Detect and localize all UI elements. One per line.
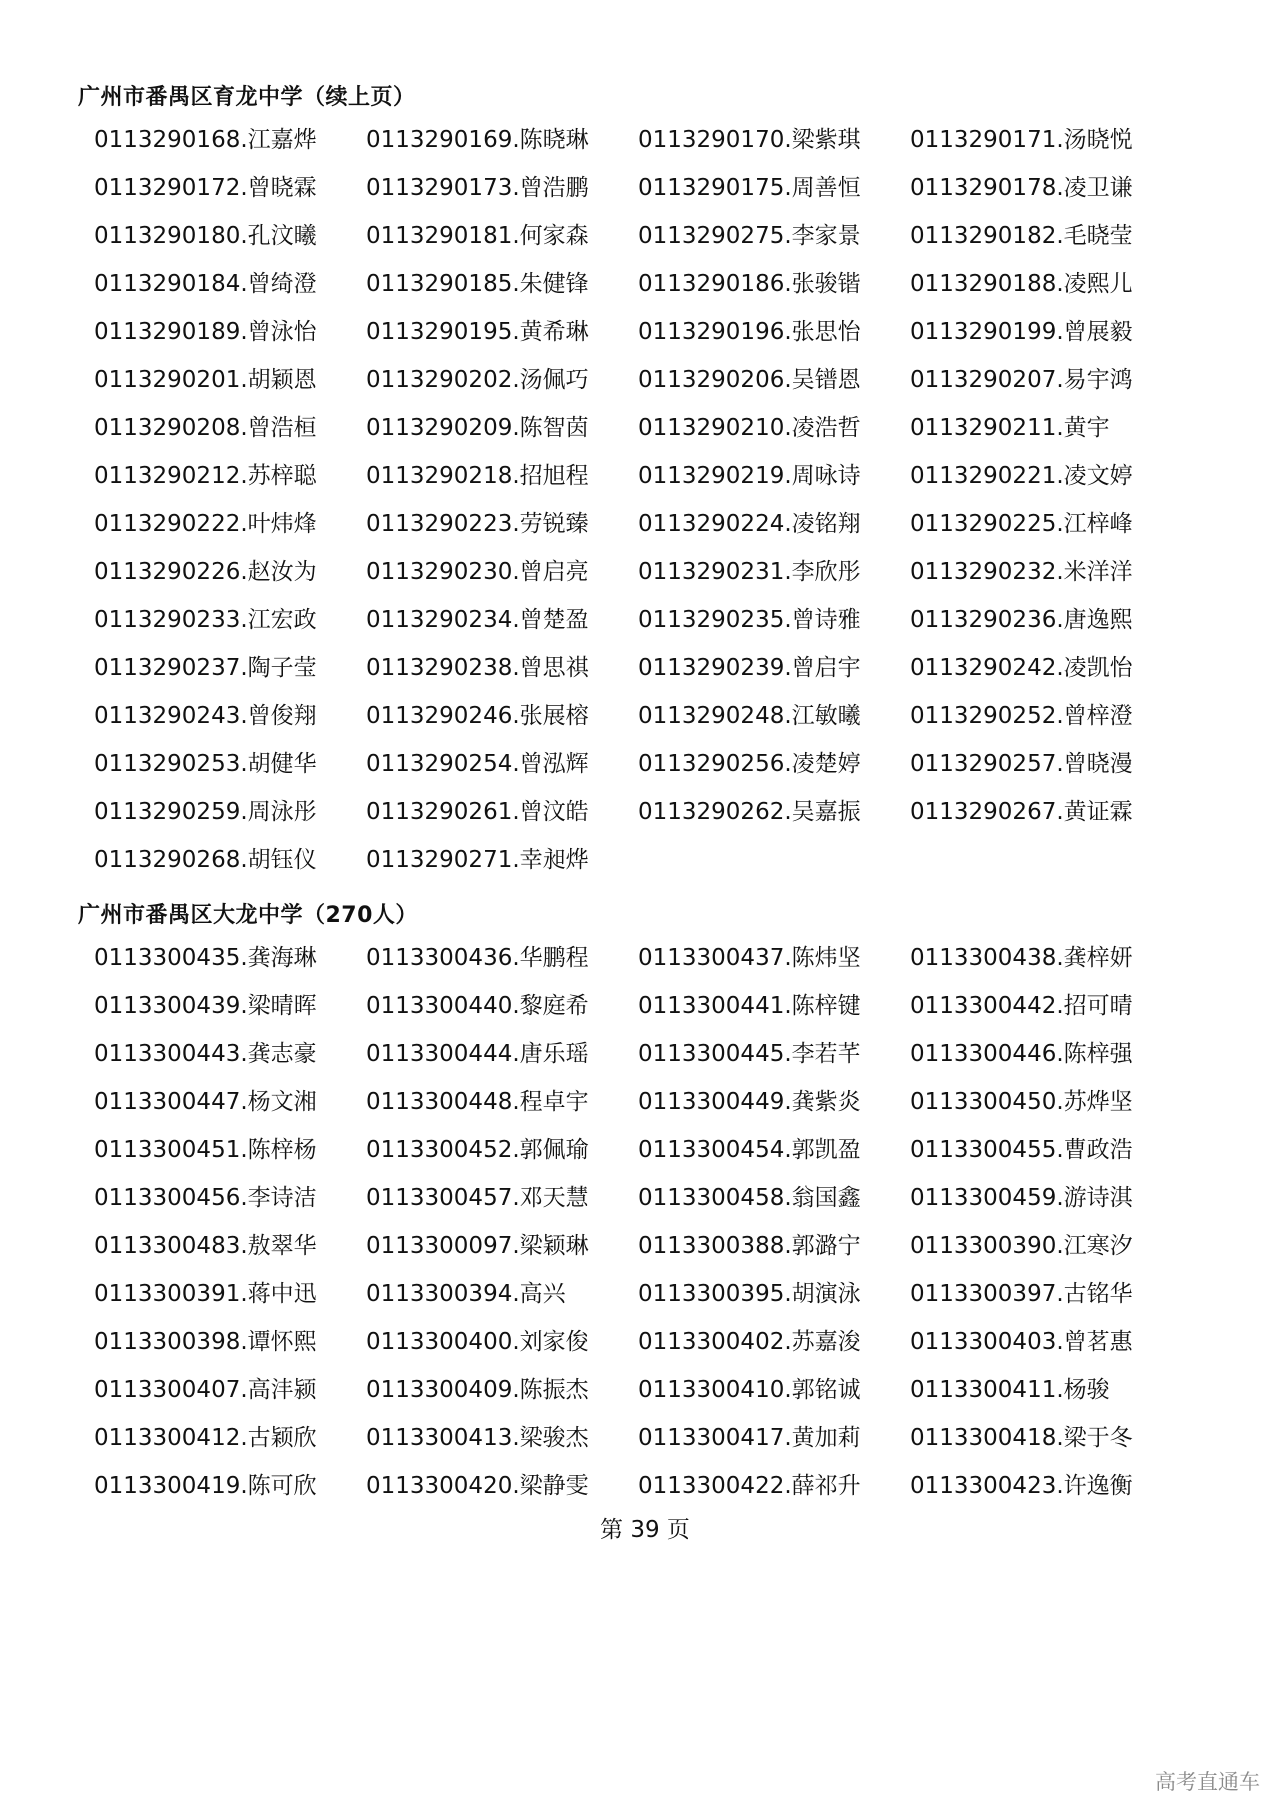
student-entry: 0113290169.陈晓琳 [366, 127, 589, 153]
student-entry: 0113300097.梁颖琳 [366, 1233, 589, 1259]
student-entry: 0113300447.杨文湘 [94, 1089, 317, 1115]
student-entry: 0113290226.赵汝为 [94, 559, 317, 585]
student-entry: 0113300445.李若芊 [638, 1041, 861, 1067]
student-entry: 0113290271.幸昶烨 [366, 847, 589, 873]
student-entry: 0113290188.凌熙儿 [910, 271, 1133, 297]
student-entry: 0113290233.江宏政 [94, 607, 317, 633]
student-entry: 0113300423.许逸衡 [910, 1473, 1133, 1499]
student-entry: 0113300439.梁晴晖 [94, 993, 317, 1019]
student-entry: 0113290261.曾汶皓 [366, 799, 589, 825]
student-entry: 0113300452.郭佩瑜 [366, 1137, 589, 1163]
student-entry: 0113300446.陈梓强 [910, 1041, 1133, 1067]
student-entry: 0113300459.游诗淇 [910, 1185, 1133, 1211]
student-entry: 0113290267.黄证霖 [910, 799, 1133, 825]
student-entry: 0113300443.龚志豪 [94, 1041, 317, 1067]
student-entry: 0113300411.杨骏 [910, 1377, 1110, 1403]
student-entry: 0113290171.汤晓悦 [910, 127, 1133, 153]
student-entry: 0113300409.陈振杰 [366, 1377, 589, 1403]
student-entry: 0113290252.曾梓澄 [910, 703, 1133, 729]
student-entry: 0113290221.凌文婷 [910, 463, 1133, 489]
school-section-yulong [78, 80, 1198, 884]
student-entry: 0113300449.龚紫炎 [638, 1089, 861, 1115]
student-entry: 0113290230.曾启亮 [366, 559, 589, 585]
student-entry: 0113300420.梁静雯 [366, 1473, 589, 1499]
student-entry: 0113300435.龚海琳 [94, 945, 317, 971]
student-entry: 0113290257.曾晓漫 [910, 751, 1133, 777]
student-entry: 0113290210.凌浩哲 [638, 415, 861, 441]
student-entry: 0113290275.李家景 [638, 223, 861, 249]
student-entry: 0113300397.古铭华 [910, 1281, 1133, 1307]
student-entry: 0113300444.唐乐瑶 [366, 1041, 589, 1067]
student-entry: 0113290253.胡健华 [94, 751, 317, 777]
student-entry: 0113300388.郭潞宁 [638, 1233, 861, 1259]
student-entry: 0113300440.黎庭希 [366, 993, 589, 1019]
student-entry: 0113300483.敖翠华 [94, 1233, 317, 1259]
student-entry: 0113300403.曾茗惠 [910, 1329, 1133, 1355]
student-entry: 0113300442.招可晴 [910, 993, 1133, 1019]
student-entry: 0113290208.曾浩桓 [94, 415, 317, 441]
student-entry: 0113290206.吴镨恩 [638, 367, 861, 393]
student-entry: 0113290182.毛晓莹 [910, 223, 1133, 249]
student-entry: 0113300450.苏烨坚 [910, 1089, 1133, 1115]
student-entry: 0113290201.胡颖恩 [94, 367, 317, 393]
student-entry: 0113300413.梁骏杰 [366, 1425, 589, 1451]
student-entry: 0113290185.朱健锋 [366, 271, 589, 297]
student-entry: 0113290246.张展榕 [366, 703, 589, 729]
student-entry: 0113300391.蒋中迅 [94, 1281, 317, 1307]
student-entry: 0113290223.劳锐臻 [366, 511, 589, 537]
student-entry: 0113300400.刘家俊 [366, 1329, 589, 1355]
student-entry: 0113290243.曾俊翔 [94, 703, 317, 729]
student-entry: 0113290262.吴嘉振 [638, 799, 861, 825]
watermark: 高考直通车 [1155, 1770, 1260, 1794]
student-entry: 0113290181.何家森 [366, 223, 589, 249]
student-list [94, 934, 1198, 1510]
student-entry: 0113300456.李诗洁 [94, 1185, 317, 1211]
student-entry: 0113290237.陶子莹 [94, 655, 317, 681]
student-entry: 0113290268.胡钰仪 [94, 847, 317, 873]
student-entry: 0113300402.苏嘉浚 [638, 1329, 861, 1355]
student-entry: 0113290211.黄宇 [910, 415, 1110, 441]
student-entry: 0113290170.梁紫琪 [638, 127, 861, 153]
student-entry: 0113290196.张思怡 [638, 319, 861, 345]
student-entry: 0113300417.黄加莉 [638, 1425, 861, 1451]
student-entry: 0113300418.梁于冬 [910, 1425, 1133, 1451]
school-section-dalong [78, 898, 1198, 1510]
student-entry: 0113290199.曾展毅 [910, 319, 1133, 345]
student-entry: 0113290232.米洋洋 [910, 559, 1133, 585]
student-entry: 0113300407.高沣颍 [94, 1377, 317, 1403]
student-entry: 0113300410.郭铭诚 [638, 1377, 861, 1403]
student-entry: 0113300438.龚梓妍 [910, 945, 1133, 971]
student-entry: 0113300458.翁国鑫 [638, 1185, 861, 1211]
student-entry: 0113290175.周善恒 [638, 175, 861, 201]
student-entry: 0113290218.招旭程 [366, 463, 589, 489]
student-entry: 0113300436.华鹏程 [366, 945, 589, 971]
student-entry: 0113290189.曾泳怡 [94, 319, 317, 345]
student-entry: 0113300422.薛祁升 [638, 1473, 861, 1499]
student-entry: 0113300448.程卓宇 [366, 1089, 589, 1115]
student-entry: 0113300395.胡演泳 [638, 1281, 861, 1307]
section-heading: 广州市番禺区育龙中学（续上页） [78, 85, 416, 110]
student-entry: 0113290254.曾泓辉 [366, 751, 589, 777]
student-entry: 0113300394.高兴 [366, 1281, 566, 1307]
student-entry: 0113290209.陈智茵 [366, 415, 589, 441]
student-entry: 0113290248.江敏曦 [638, 703, 861, 729]
student-entry: 0113290168.江嘉烨 [94, 127, 317, 153]
student-entry: 0113290202.汤佩巧 [366, 367, 589, 393]
page-number: 第 39 页 [600, 1517, 690, 1543]
student-entry: 0113300390.江寒汐 [910, 1233, 1133, 1259]
student-entry: 0113300419.陈可欣 [94, 1473, 317, 1499]
student-entry: 0113290219.周咏诗 [638, 463, 861, 489]
student-entry: 0113290184.曾绮澄 [94, 271, 317, 297]
student-entry: 0113290222.叶炜烽 [94, 511, 317, 537]
student-entry: 0113290238.曾思祺 [366, 655, 589, 681]
student-entry: 0113290180.孔汶曦 [94, 223, 317, 249]
student-entry: 0113300412.古颖欣 [94, 1425, 317, 1451]
student-entry: 0113290242.凌凯怡 [910, 655, 1133, 681]
student-entry: 0113300457.邓天慧 [366, 1185, 589, 1211]
student-entry: 0113300454.郭凯盈 [638, 1137, 861, 1163]
student-entry: 0113290195.黄希琳 [366, 319, 589, 345]
student-entry: 0113290236.唐逸熙 [910, 607, 1133, 633]
student-entry: 0113300441.陈梓键 [638, 993, 861, 1019]
section-heading: 广州市番禺区大龙中学（270人） [78, 903, 418, 928]
student-entry: 0113290235.曾诗雅 [638, 607, 861, 633]
student-entry: 0113290225.江梓峰 [910, 511, 1133, 537]
student-entry: 0113290173.曾浩鹏 [366, 175, 589, 201]
student-list [94, 116, 1198, 884]
student-entry: 0113290172.曾晓霖 [94, 175, 317, 201]
student-entry: 0113290256.凌楚婷 [638, 751, 861, 777]
student-entry: 0113290212.苏梓聪 [94, 463, 317, 489]
student-entry: 0113290234.曾楚盈 [366, 607, 589, 633]
student-entry: 0113300437.陈炜坚 [638, 945, 861, 971]
student-entry: 0113300455.曹政浩 [910, 1137, 1133, 1163]
student-entry: 0113290259.周泳彤 [94, 799, 317, 825]
student-entry: 0113290224.凌铭翔 [638, 511, 861, 537]
student-entry: 0113290239.曾启宇 [638, 655, 861, 681]
student-entry: 0113290231.李欣彤 [638, 559, 861, 585]
student-entry: 0113300398.谭怀熙 [94, 1329, 317, 1355]
student-entry: 0113290178.凌卫谦 [910, 175, 1133, 201]
student-entry: 0113290186.张骏锴 [638, 271, 861, 297]
student-entry: 0113300451.陈梓杨 [94, 1137, 317, 1163]
student-entry: 0113290207.易宇鸿 [910, 367, 1133, 393]
